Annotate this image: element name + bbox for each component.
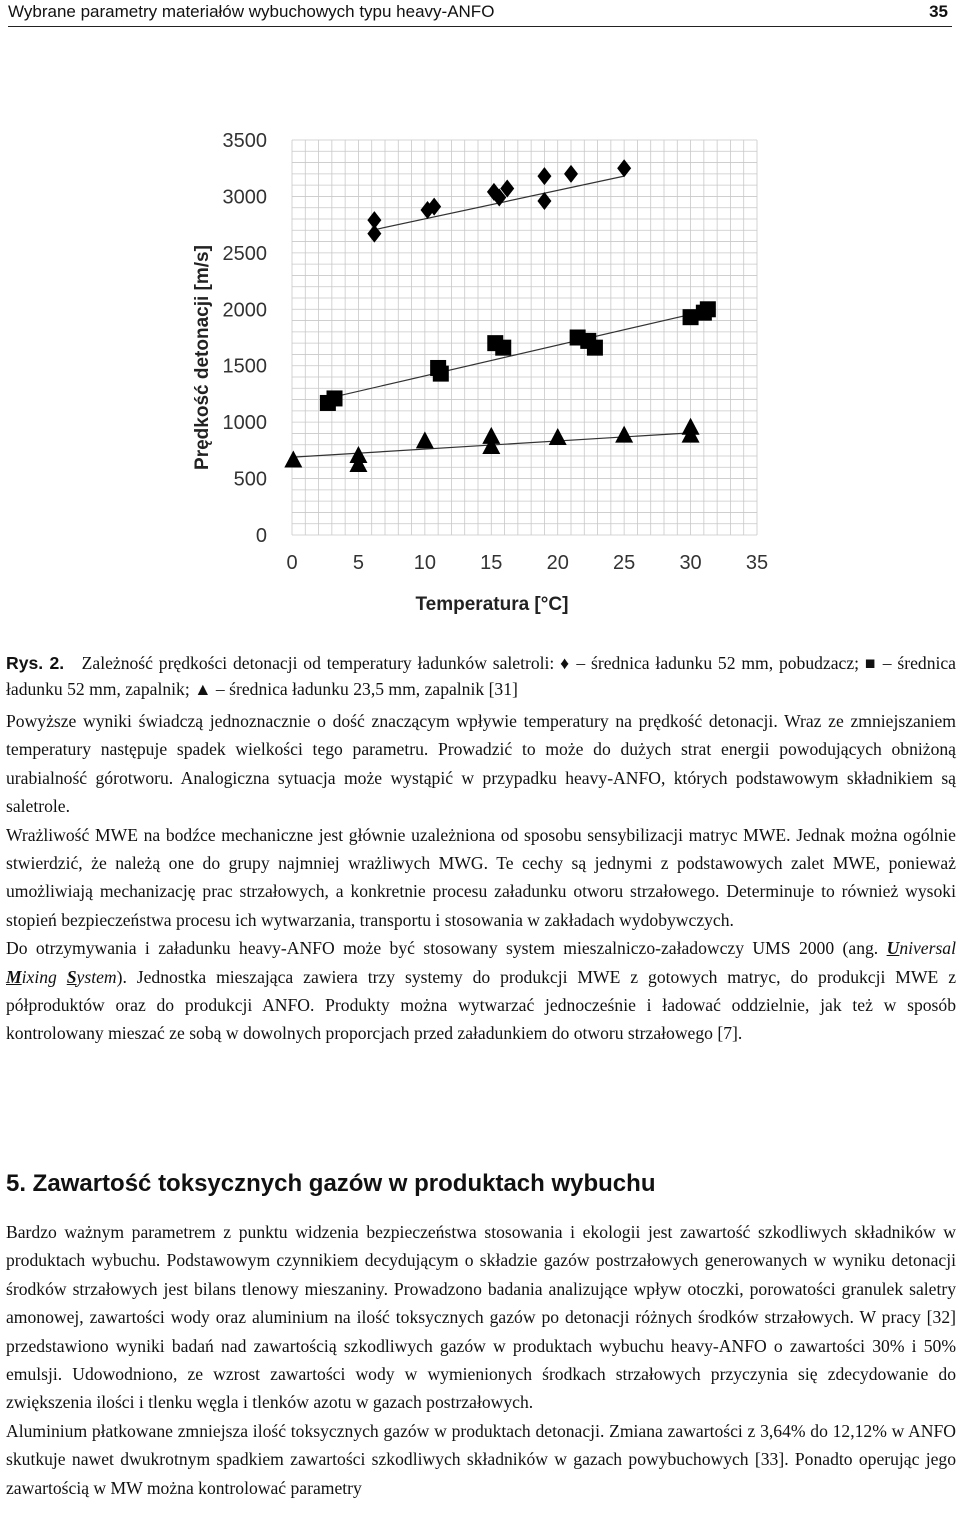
page-number: 35 — [929, 2, 948, 21]
running-title: Wybrane parametry materiałów wybuchowych typu heavy-ANFO — [8, 2, 495, 21]
data-point-triangle — [349, 455, 367, 472]
body-text-1 — [6, 707, 956, 1048]
body-text-2 — [6, 1218, 956, 1502]
detonation-velocity-figure — [170, 115, 790, 630]
y-tick-label: 3000 — [222, 186, 267, 209]
scatter-chart — [170, 115, 790, 630]
y-axis-label: Prędkość detonacji [m/s] — [192, 245, 213, 470]
y-tick-label: 1000 — [222, 412, 267, 435]
x-tick-label: 10 — [413, 552, 436, 574]
y-tick-label: 2000 — [222, 299, 267, 322]
running-header — [8, 0, 952, 27]
data-point-diamond — [367, 225, 381, 243]
x-tick-label: 5 — [352, 552, 364, 574]
data-point-diamond — [564, 165, 578, 183]
data-point-triangle — [416, 431, 434, 448]
data-point-square — [327, 390, 343, 406]
paragraph: Wrażliwość MWE na bodźce mechaniczne jest głównie uzależniona od sposobu sensybilizacji matryc MWE. Jednak można ogólnie stwierdzić, że należą one do grupy najmniej wrażliwych MWG. Te cechy są jednymi z podstawowych zalet MWE, ponieważ umożliwiają mechanizację prac strzałowych, a konkretnie procesu załadunku otworu strzałowego. Determinuje to również wysoki stopień bezpieczeństwa procesu ich wytwarzania, transportu i stosowania w zakładach wydobywczych. — [6, 824, 956, 930]
x-tick-label: 15 — [480, 552, 503, 574]
trend-line — [323, 310, 708, 399]
data-point-square — [700, 301, 716, 317]
data-point-diamond — [537, 167, 551, 185]
paragraph: Powyższe wyniki świadczą jednoznacznie o dość znaczącym wpływie temperatury na prędkość detonacji. Wraz ze zmniejszaniem temperatury następuje spadek wielkości tego parametru. Prowadzić to może do dużych strat energii powodujących obniżoną urabialność górotworu. Analogiczna sytuacja może wystąpić w przypadku heavy-ANFO, których podstawowym składnikiem są saletrole. — [6, 711, 956, 817]
x-tick-label: 25 — [613, 552, 636, 574]
data-point-triangle — [549, 428, 567, 445]
paragraph: Bardzo ważnym parametrem z punktu widzenia bezpieczeństwa stosowania i ekologii jest zawartość szkodliwych składników w produktach wybuchu. Podstawowym czynnikiem decydującym o składzie gazów postrzałowych generowanych w wyniku detonacji środków strzałowych jest bilans tlenowy mieszaniny. Prowadzono badania analizujące wpływ otoczki, porowatości granulek saletry amonowej, zawartości wody oraz aluminium na ilość toksycznych gazów po detonacji różnych środków strzałowych. W pracy [32] przedstawiono wyniki badań nad zawartością szkodliwych gazów w produktach wybuchu heavy-ANFO o zawartości 30% i 50% emulsji. Udowodniono, ze wzrost zawartości wody w wymienionych środkach strzałowych przyczynia się zdecydowanie do zwiększenia ilości i tlenku węgla i tlenków azotu w gazach postrzałowych. — [6, 1222, 956, 1413]
data-point-square — [495, 340, 511, 356]
figure-caption-label: Rys. 2. — [6, 653, 65, 673]
y-tick-label: 500 — [233, 468, 267, 491]
y-tick-label: 0 — [255, 525, 267, 547]
figure-caption-text: Zależność prędkości detonacji od temperatury ładunków saletroli: ♦ – średnica ładunku 52 mm, pobudzacz; ■ – średnica ładunku 52 mm, zapalnik; ▲ – średnica ładunku 23,5 mm, zapalnik [31] — [6, 653, 956, 699]
data-point-diamond — [617, 159, 631, 177]
x-tick-label: 35 — [745, 552, 769, 574]
y-tick-label: 2500 — [222, 242, 267, 265]
y-tick-label: 1500 — [222, 355, 267, 378]
x-tick-label: 0 — [286, 552, 298, 574]
x-axis-label: Temperatura [°C] — [415, 594, 569, 615]
data-point-square — [587, 340, 603, 356]
data-point-triangle — [615, 426, 633, 443]
data-point-triangle — [284, 451, 302, 468]
y-tick-label: 3500 — [222, 130, 267, 152]
x-tick-label: 20 — [546, 552, 569, 574]
paragraph-ums: Do otrzymywania i załadunku heavy-ANFO może być stosowany system mieszalniczo-załadowczy UMS 2000 (ang. Universal Mixing System). Jednostka mieszająca zawiera trzy systemy do produkcji MWE z gotowych matryc, do produkcji MWE z półproduktów oraz do produkcji ANFO. Produkty można wytwarzać jednocześnie i ładować oddzielnie, jak też w sposób kontrolowany mieszać ze sobą w dowolnych proporcjach przed załadunkiem do otworu strzałowego [7]. — [6, 938, 957, 1044]
x-tick-label: 30 — [679, 552, 702, 574]
data-point-square — [433, 366, 449, 382]
section-heading: 5. Zawartość toksycznych gazów w produktach wybuchu — [6, 1170, 656, 1197]
figure-caption — [6, 650, 956, 702]
paragraph: Aluminium płatkowane zmniejsza ilość toksycznych gazów w produktach detonacji. Zmiana zawartości z 3,64% do 12,12% w ANFO skutkuje nawet dwukrotnym spadkiem zawartości szkodliwych składników w gazach powybuchowych [33]. Ponadto operując jego zawartością w MW można kontrolować parametry — [6, 1420, 956, 1498]
